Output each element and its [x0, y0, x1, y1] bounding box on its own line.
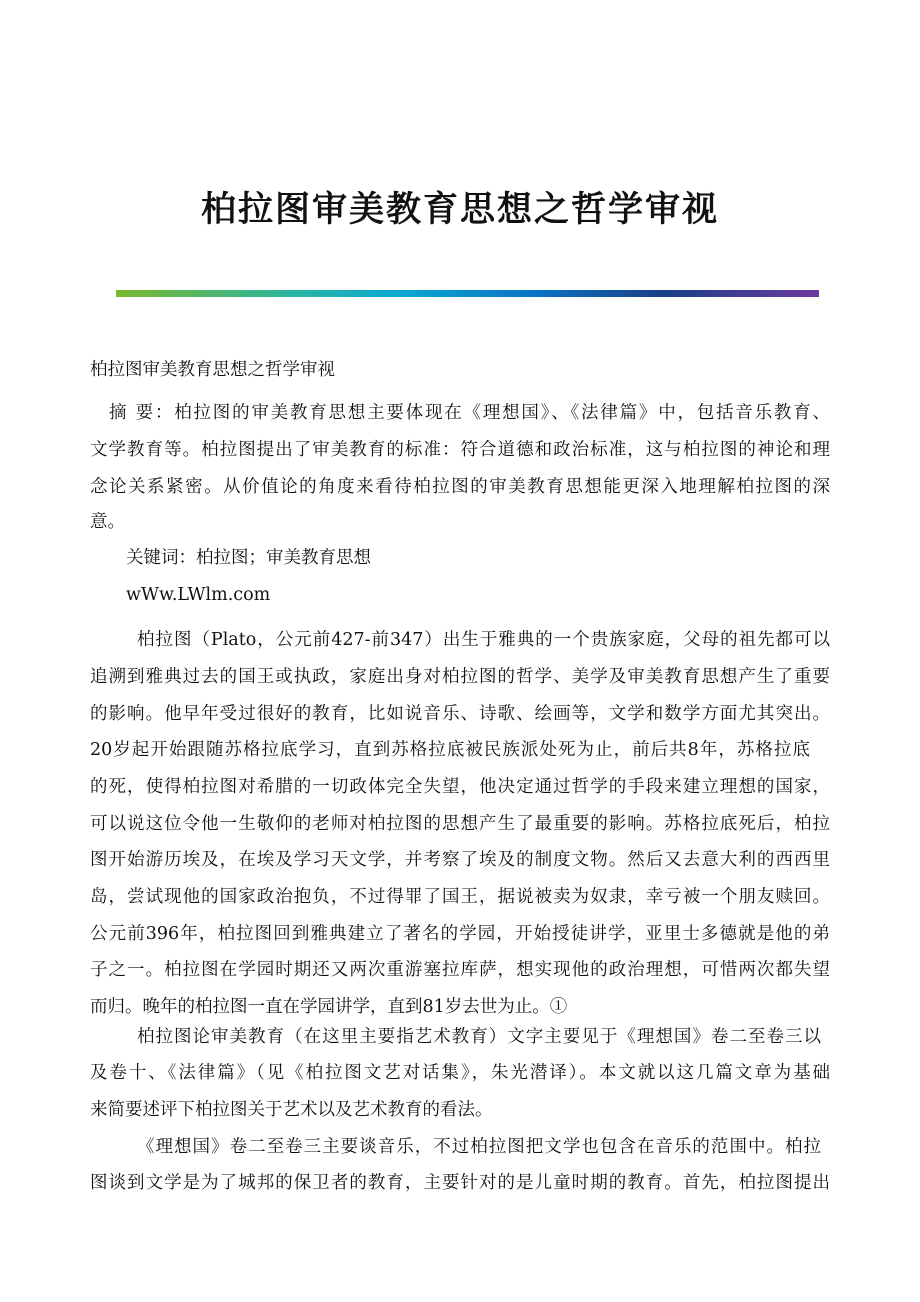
paragraph-line: 而归。晚年的柏拉图一直在学园讲学，直到81岁去世为止。① [90, 997, 568, 1017]
abstract-line: 念论关系紧密。从价值论的角度来看待柏拉图的审美教育思想能更深入地理解柏拉图的深 [90, 477, 830, 497]
paragraph-line: 的死，使得柏拉图对希腊的一切政体完全失望，他决定通过哲学的手段来建立理想的国家， [90, 777, 830, 797]
paragraph-line: 可以说这位令他一生敬仰的老师对柏拉图的思想产生了最重要的影响。苏格拉底死后，柏拉 [90, 814, 830, 834]
abstract-line: 摘 要：柏拉图的审美教育思想主要体现在《理想国》、《法律篇》中，包括音乐教育、 [109, 403, 830, 423]
article-subtitle: 柏拉图审美教育思想之哲学审视 [90, 360, 335, 380]
paragraph-line: 20岁起开始跟随苏格拉底学习，直到苏格拉底被民族派处死为止，前后共8年，苏格拉底 [90, 740, 810, 760]
paragraph-line: 图谈到文学是为了城邦的保卫者的教育，主要针对的是儿童时期的教育。首先，柏拉图提出 [90, 1173, 830, 1193]
paragraph-line: 来简要述评下柏拉图关于艺术以及艺术教育的看法。 [90, 1100, 493, 1120]
paragraph-line: 追溯到雅典过去的国王或执政，家庭出身对柏拉图的哲学、美学及审美教育思想产生了重要 [90, 667, 830, 687]
paragraph-line: 《理想国》卷二至卷三主要谈音乐，不过柏拉图把文学也包含在音乐的范围中。柏拉 [137, 1137, 821, 1157]
paragraph-line: 柏拉图论审美教育（在这里主要指艺术教育）文字主要见于《理想国》卷二至卷三以 [137, 1027, 821, 1047]
paragraph-line: 图开始游历埃及，在埃及学习天文学，并考察了埃及的制度文物。然后又去意大利的西西里 [90, 850, 830, 870]
document-title: 柏拉图审美教育思想之哲学审视 [200, 189, 719, 230]
paragraph-line: 柏拉图（Plato，公元前427-前347）出生于雅典的一个贵族家庭，父母的祖先都可以 [137, 630, 830, 650]
paragraph-line: 子之一。柏拉图在学园时期还又两次重游塞拉库萨，想实现他的政治理想，可惜两次都失望 [90, 960, 830, 980]
keywords: 关键词：柏拉图；审美教育思想 [126, 548, 371, 568]
website-link[interactable]: wWw.LWlm.com [126, 585, 271, 605]
paragraph-line: 的影响。他早年受过很好的教育，比如说音乐、诗歌、绘画等，文学和数学方面尤其突出。 [90, 704, 830, 724]
abstract-line: 意。 [90, 512, 125, 532]
paragraph-line: 及卷十、《法律篇》（见《柏拉图文艺对话集》，朱光潜译）。本文就以这几篇文章为基础 [90, 1063, 830, 1083]
gradient-divider [116, 290, 819, 297]
paragraph-line: 公元前396年，柏拉图回到雅典建立了著名的学园，开始授徒讲学，亚里士多德就是他的弟 [90, 924, 830, 944]
paragraph-line: 岛，尝试现他的国家政治抱负，不过得罪了国王，据说被卖为奴隶，幸亏被一个朋友赎回。 [90, 887, 830, 907]
abstract-line: 文学教育等。柏拉图提出了审美教育的标准：符合道德和政治标准，这与柏拉图的神论和理 [90, 440, 830, 460]
